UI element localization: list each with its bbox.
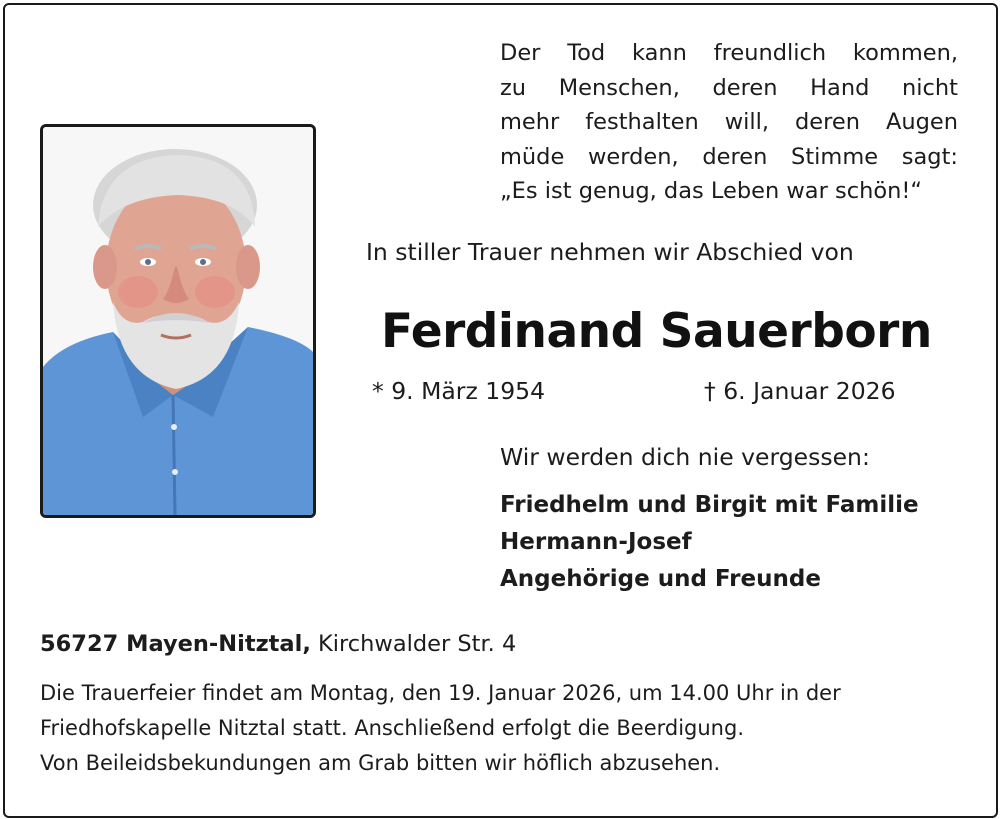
birth-date: * 9. März 1954	[372, 377, 546, 405]
details-line: Friedhofskapelle Nitztal statt. Anschließend erfolgt die Beerdigung.	[40, 716, 744, 740]
address-street: Kirchwalder Str. 4	[318, 631, 517, 657]
mourners-list	[500, 487, 919, 598]
poem	[500, 36, 958, 209]
poem-line: zu Menschen, deren Hand nicht	[500, 74, 958, 101]
details-line: Von Beileidsbekundungen am Grab bitten wir höflich abzusehen.	[40, 751, 721, 775]
details-line: Die Trauerfeier findet am Montag, den 19. Januar 2026, um 14.00 Uhr in der	[40, 681, 841, 705]
portrait-photo	[40, 124, 316, 518]
mourner-line: Angehörige und Freunde	[500, 566, 821, 592]
poem-line: „Es ist genug, das Leben war schön!“	[500, 178, 923, 204]
address	[40, 631, 516, 657]
address-city: 56727 Mayen-Nitztal,	[40, 631, 311, 657]
mourner-line: Friedhelm und Birgit mit Familie	[500, 492, 919, 518]
intro-text: In stiller Trauer nehmen wir Abschied von	[366, 238, 854, 266]
farewell-text: Wir werden dich nie vergessen:	[500, 443, 870, 471]
poem-line: Der Tod kann freundlich kommen,	[500, 40, 958, 66]
mourner-line: Hermann-Josef	[500, 529, 692, 555]
deceased-name: Ferdinand Sauerborn	[381, 304, 932, 359]
death-date: † 6. Januar 2026	[704, 377, 896, 405]
poem-line: mehr festhalten will, deren Augen	[500, 109, 958, 135]
poem-line: müde werden, deren Stimme sagt:	[500, 143, 958, 170]
funeral-details	[40, 676, 841, 781]
